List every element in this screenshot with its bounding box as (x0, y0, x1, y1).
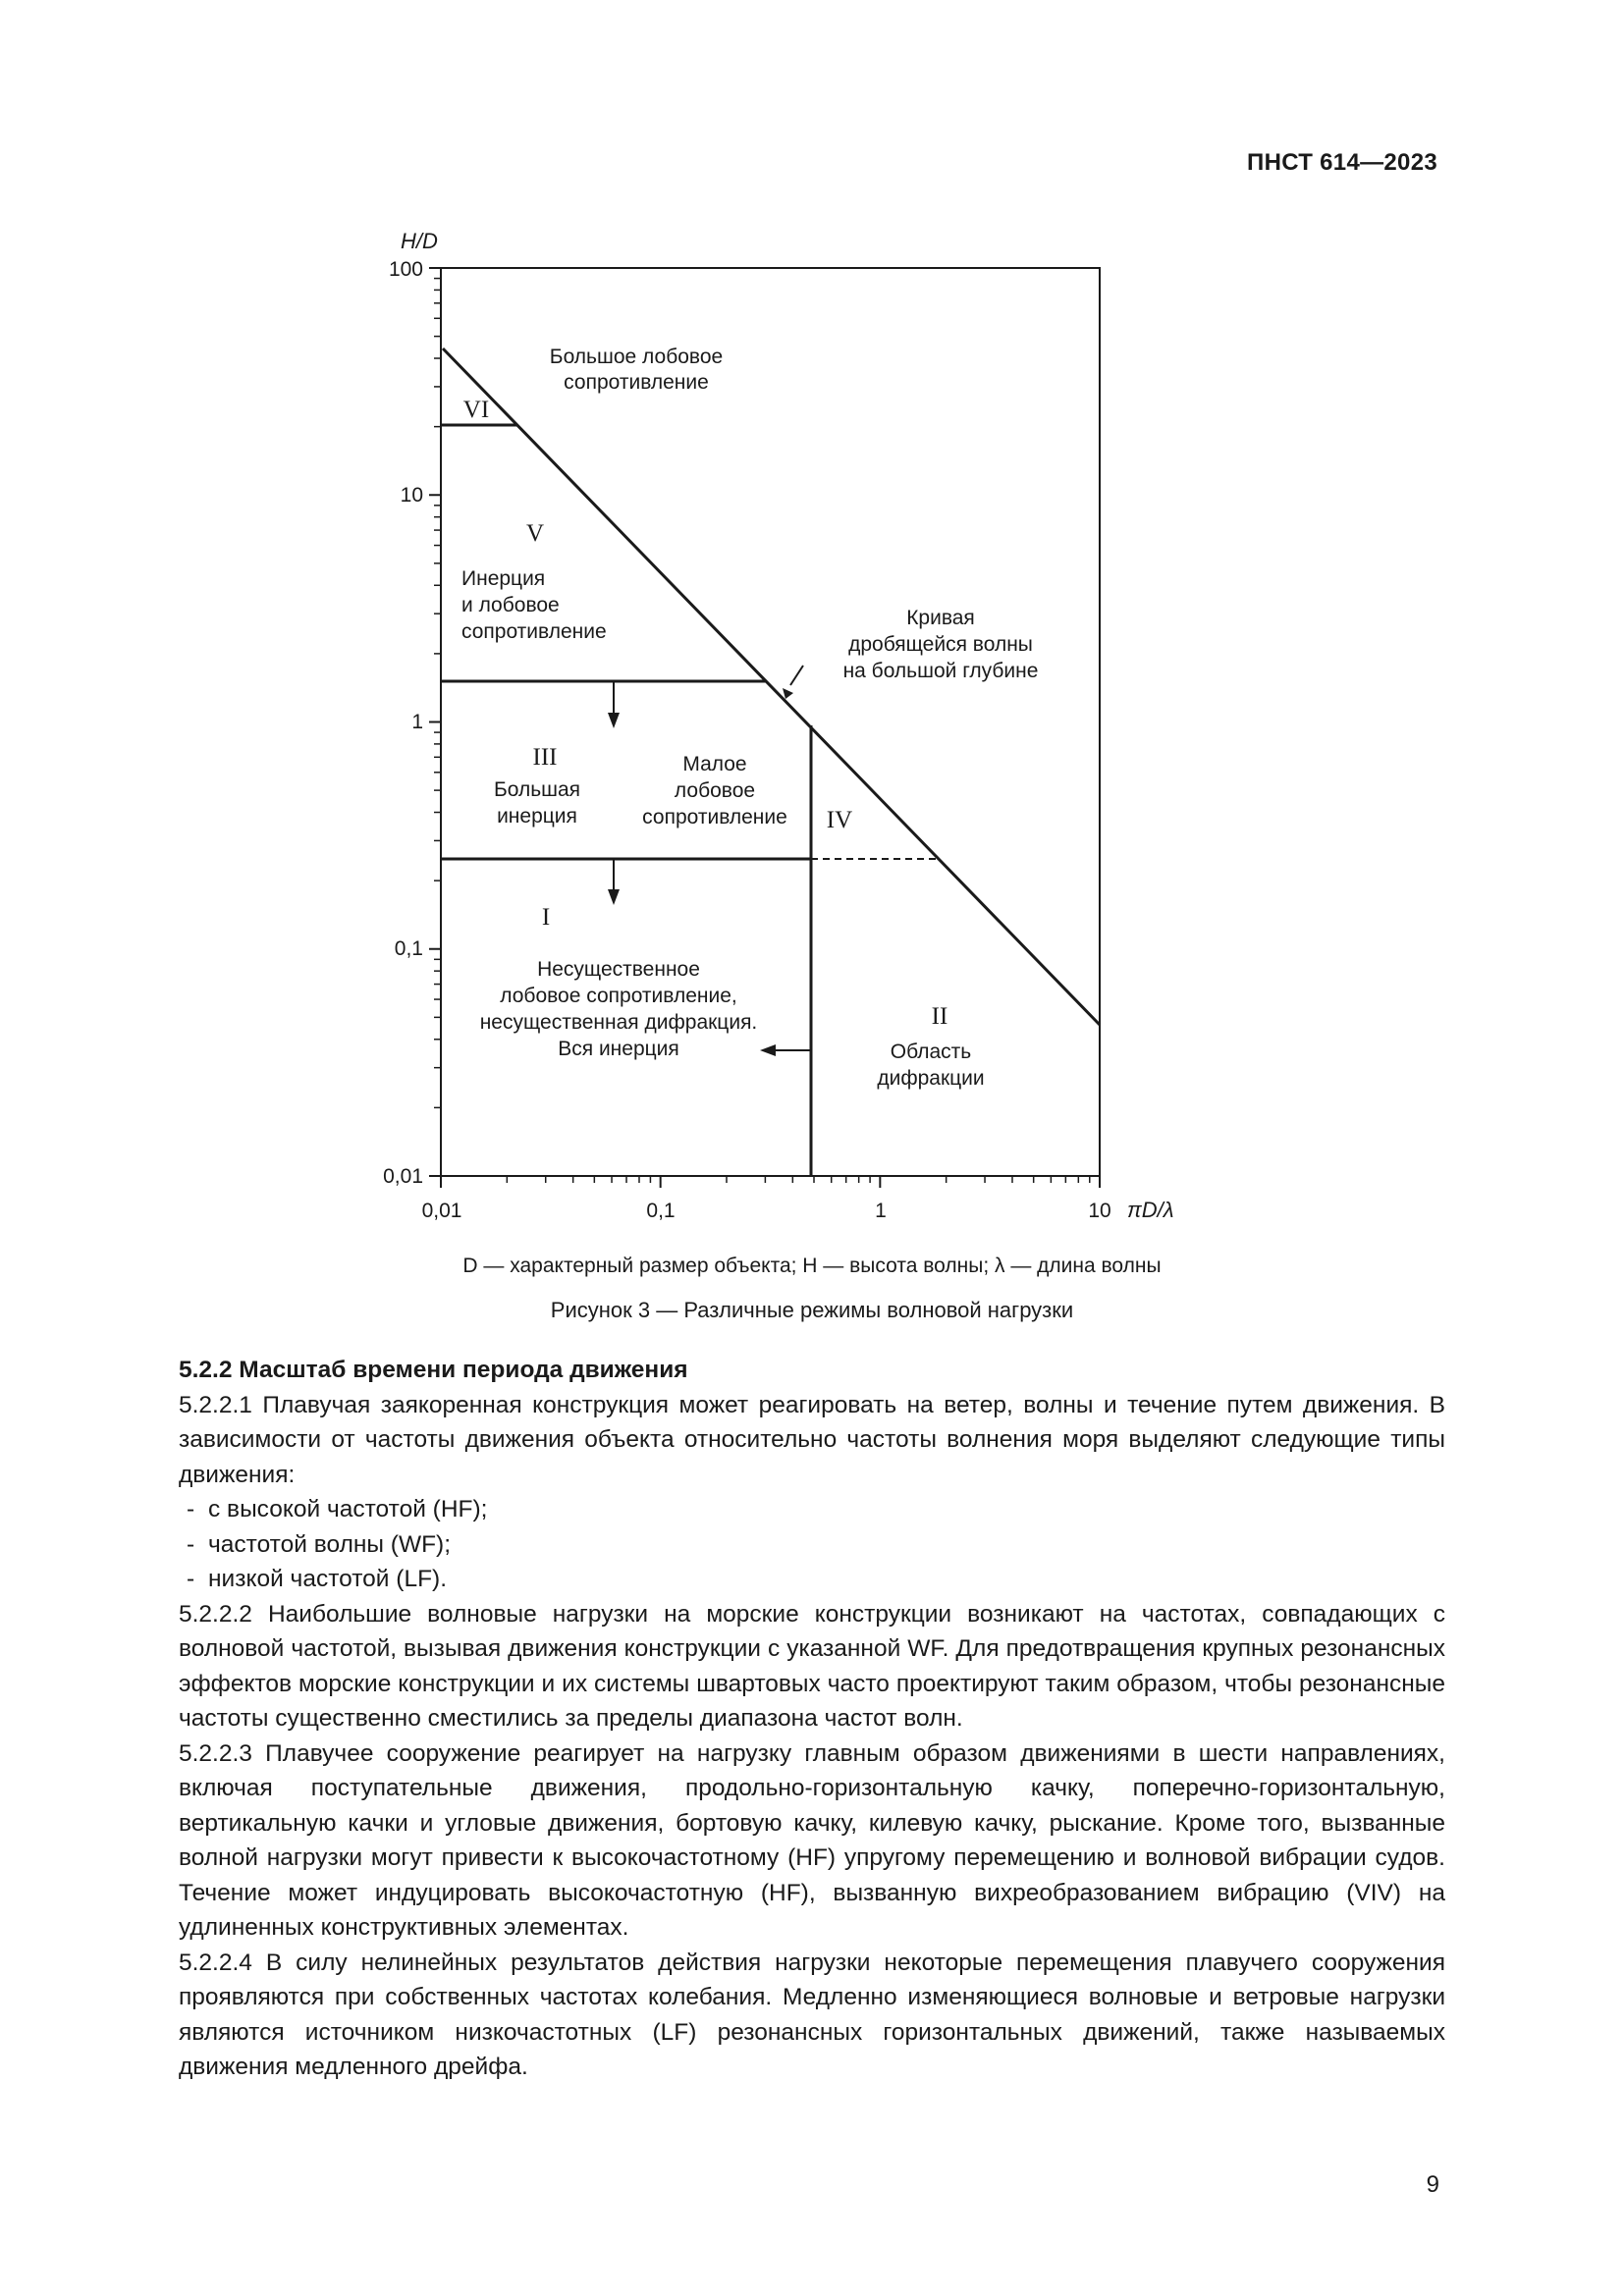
small-drag-label: сопротивление (642, 806, 787, 828)
section-title: 5.2.2 Масштаб времени периода движения (179, 1357, 688, 1383)
region-iii-label: Большая (493, 778, 581, 801)
x-tick-label: 0,01 (421, 1200, 462, 1222)
list-item: - частотой волны (WF); (187, 1530, 452, 1558)
arrowhead (760, 1044, 776, 1056)
arrowhead (608, 889, 620, 905)
document-code: ПНСТ 614—2023 (1247, 149, 1437, 176)
y-axis-label: H/D (401, 229, 438, 253)
region-v-label: и лобовое (461, 594, 560, 616)
y-tick-label: 100 (388, 258, 423, 281)
arrowhead (783, 688, 793, 699)
small-drag-label: лобовое (674, 779, 756, 802)
page-number: 9 (1426, 2171, 1439, 2198)
region-v-numeral: V (525, 520, 545, 547)
small-drag-label: Малое (682, 753, 747, 775)
region-ii-label: Область (890, 1041, 972, 1063)
x-tick-label: 10 (1088, 1200, 1111, 1222)
x-tick-label: 1 (875, 1200, 887, 1222)
arrowhead (608, 713, 620, 728)
region-ii-label: дифракции (877, 1067, 985, 1090)
figure-caption: Рисунок 3 — Различные режимы волновой нагрузки (550, 1298, 1074, 1322)
y-tick-label: 1 (411, 711, 423, 733)
region-big-drag-label: Большое лобовое (549, 346, 724, 368)
y-tick-label: 0,01 (383, 1165, 423, 1188)
region-big-drag-label: сопротивление (564, 371, 709, 394)
region-i-label: Вся инерция (558, 1038, 679, 1060)
region-iii-label: инерция (497, 805, 577, 828)
list-item: - низкой частотой (LF). (187, 1566, 448, 1592)
paragraph-5-2-2-3: 5.2.2.3 Плавучее сооружение реагирует на нагрузку главным образом движениями в шести направлениях, включая поступательные движения, продольно-горизонтальную качку, поперечно-горизонтальную, вертикальную качки и угловые движения, бортовую качку, килевую качку, рыскание. Кроме того, вызванные волной нагрузки могут привести к высокочастотному (HF) упругому перемещению и волновой вибрации судов. Течение может индуцировать высокочастотную (HF), вызванную вихреобразованием вибрацию (VIV) на удлиненных конструктивных элементах. (179, 1739, 1445, 1941)
paragraph-5-2-2-1: 5.2.2.1 Плавучая заякоренная конструкция может реагировать на ветер, волны и течение путем движения. В зависимости от частоты движения объекта относительно частоты волнения моря выделяют следующие типы движения: (179, 1391, 1445, 1488)
y-tick-label: 0,1 (394, 937, 423, 960)
x-axis-label: πD/λ (1127, 1198, 1174, 1222)
list-item: - с высокой частотой (HF); (187, 1496, 488, 1522)
region-vi-numeral: VI (462, 397, 490, 423)
region-v-label: Инерция (461, 567, 546, 590)
paragraph-5-2-2-2: 5.2.2.2 Наибольшие волновые нагрузки на морские конструкции возникают на частотах, совпадающих с волновой частотой, вызывая движения конструкции с указанной WF. Для предотвращения крупных резонансных эффектов морские конструкции и их системы швартовых часто проектируют таким образом, чтобы резонансные частоты существенно сместились за пределы диапазона частот волн. (179, 1600, 1445, 1732)
region-iv-numeral: IV (826, 807, 853, 833)
region-i-label: Несущественное (537, 958, 700, 981)
region-i-numeral: I (541, 904, 551, 931)
curve-label: дробящейся волны (848, 633, 1033, 656)
region-i-label: несущественная дифракция. (479, 1011, 758, 1034)
curve-label-pointer (790, 666, 803, 685)
plot-frame (441, 268, 1100, 1176)
paragraph-5-2-2-4: 5.2.2.4 В силу нелинейных результатов действия нагрузки некоторые перемещения плавучего сооружения проявляются при собственных частотах колебания. Медленно изменяющиеся волновые и ветровые нагрузки являются источником низкочастотных (LF) резонансных горизонтальных движений, также называемых движения медленного дрейфа. (179, 1949, 1445, 2080)
region-v-label: сопротивление (461, 620, 607, 643)
section-5-2-2 (179, 1353, 1445, 2085)
curve-label: на большой глубине (842, 660, 1039, 682)
region-i-label: лобовое сопротивление, (500, 985, 737, 1007)
region-ii-numeral: II (931, 1003, 948, 1030)
figure-legend: D — характерный размер объекта; H — высота волны; λ — длина волны (462, 1255, 1162, 1277)
x-tick-label: 0,1 (646, 1200, 676, 1222)
region-iii-numeral: III (532, 744, 558, 771)
curve-label: Кривая (906, 607, 975, 629)
y-tick-label: 10 (400, 484, 423, 507)
